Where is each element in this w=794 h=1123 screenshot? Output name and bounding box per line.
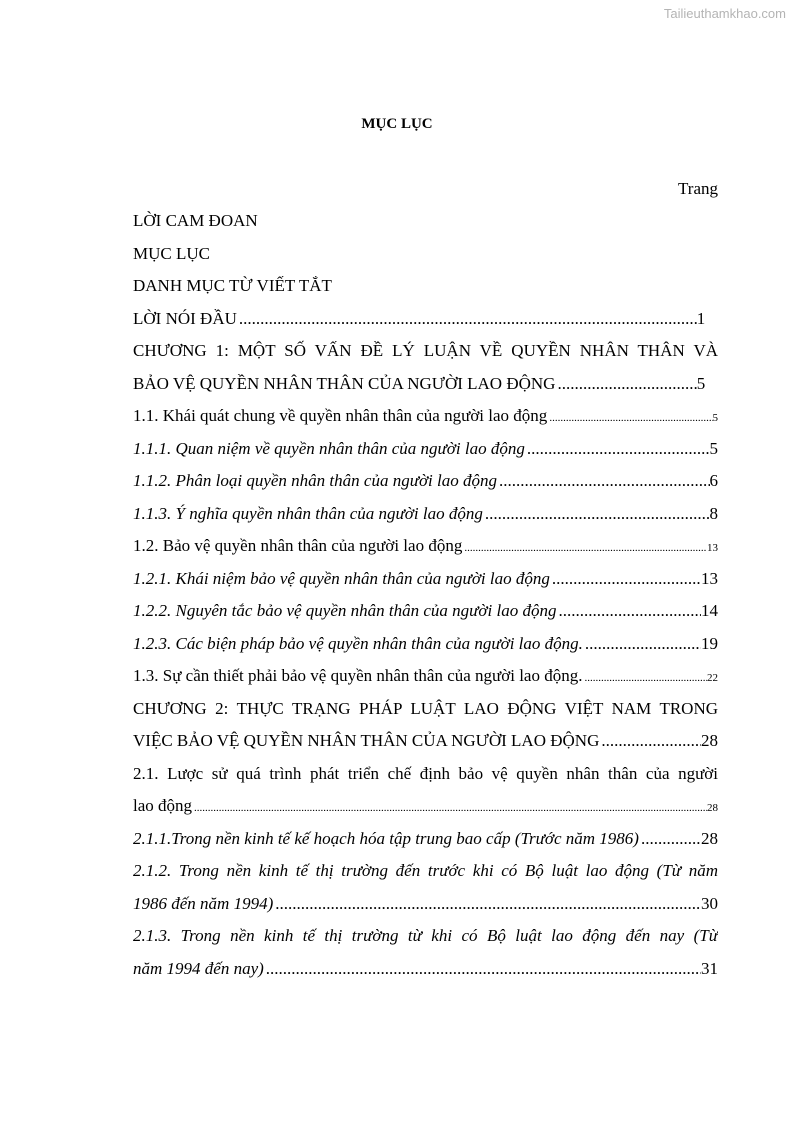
toc-entry-page: 28 [701,828,718,848]
toc-entry-text: 1.2. Bảo vệ quyền nhân thân của người lao động [133,536,463,555]
toc-entry-text: 1.1. Khái quát chung về quyền nhân thân của người lao động [133,406,548,425]
dot-leader [462,532,707,563]
toc-entry[interactable] [133,465,718,498]
toc-entry-text: VIỆC BẢO VỆ QUYỀN NHÂN THÂN CỦA NGƯỜI LAO ĐỘNG [133,731,600,750]
toc-entry-text: MỤC LỤC [133,243,210,263]
dot-leader [550,563,701,596]
toc-entry-page: 13 [707,542,718,554]
toc-entry-page: 22 [707,672,718,684]
toc-entry-page: 30 [701,893,718,913]
toc-entry-text: BẢO VỆ QUYỀN NHÂN THÂN CỦA NGƯỜI LAO ĐỘNG [133,373,556,393]
dot-leader [483,498,710,531]
toc-entry[interactable] [133,303,718,336]
toc-entry[interactable] [133,270,718,303]
toc-entry-text: 1.2.1. Khái niệm bảo vệ quyền nhân thân của người lao động [133,568,550,588]
toc-entry[interactable] [133,823,718,856]
table-of-contents [133,173,718,985]
toc-entry-text: 1.1.1. Quan niệm về quyền nhân thân của người lao động [133,438,525,458]
toc-entry[interactable] [133,693,718,726]
toc-entry-text: lao động [133,796,193,815]
toc-entry-page: 5 [696,373,706,393]
toc-entry[interactable] [133,530,718,563]
toc-entry[interactable] [133,238,718,271]
toc-entry-page: 5 [712,412,718,424]
dot-leader [547,402,712,433]
toc-entry[interactable] [133,953,718,986]
toc-entry-text: 1.2.2. Nguyên tắc bảo vệ quyền nhân thân của người lao động [133,601,557,620]
dot-leader [525,433,710,466]
toc-entry[interactable] [133,498,718,531]
toc-entry[interactable] [133,888,718,921]
toc-entry-page: 5 [709,438,718,458]
dot-leader [192,792,707,823]
toc-entry[interactable] [133,628,718,661]
toc-entry[interactable] [133,660,718,693]
toc-entry[interactable] [133,790,718,823]
toc-entry[interactable] [133,433,718,466]
toc-entry-text: DANH MỤC TỪ VIẾT TẮT [133,276,332,295]
toc-entry[interactable] [133,725,718,758]
toc-entry-text: CHƯƠNG 1: MỘT SỐ VẤN ĐỀ LÝ LUẬN VỀ QUYỀN NHÂN THÂN VÀ [133,341,718,360]
dot-leader [237,303,697,336]
toc-entry[interactable] [133,758,718,791]
toc-entry-text: 1.3. Sự cần thiết phải bảo vệ quyền nhân thân của người lao động. [133,666,583,685]
toc-entry[interactable] [133,855,718,888]
dot-leader [264,953,701,986]
toc-entry-page: 31 [701,958,718,978]
toc-entry-page: 1 [696,308,706,328]
toc-entry[interactable] [133,400,718,433]
toc-entry-text: LỜI NÓI ĐẦU [133,308,237,328]
toc-entry-page: 13 [701,568,718,588]
toc-entry-text: LỜI CAM ĐOAN [133,211,258,230]
toc-entry[interactable] [133,335,718,368]
watermark: Tailieuthamkhao.com [663,6,786,21]
dot-leader [639,823,701,856]
toc-entry-text: 1986 đến năm 1994) [133,893,274,913]
toc-entry-text: 2.1.2. Trong nền kinh tế thị trường đến trước khi có Bộ luật lao động (Từ năm [133,861,718,880]
toc-entry[interactable] [133,368,718,401]
toc-entry-text: CHƯƠNG 2: THỰC TRẠNG PHÁP LUẬT LAO ĐỘNG VIỆT NAM TRONG [133,698,718,718]
toc-entry-text: 2.1. Lược sử quá trình phát triển chế định bảo vệ quyền nhân thân của người [133,763,718,783]
toc-entry[interactable] [133,205,718,238]
dot-leader [599,725,701,758]
toc-entry-page: 6 [709,471,718,490]
toc-entry-page: 28 [701,731,718,750]
dot-leader [582,662,707,693]
toc-entry[interactable] [133,595,718,628]
toc-entry[interactable] [133,563,718,596]
dot-leader [497,465,710,498]
dot-leader [583,628,701,661]
page-title: MỤC LỤC [361,116,433,132]
toc-entry-text: 2.1.3. Trong nền kinh tế thị trường từ khi có Bộ luật lao động đến nay (Từ [133,926,718,945]
toc-entry-page: 28 [707,802,718,814]
toc-entry-page: 14 [701,601,718,620]
toc-entry-text: 2.1.1.Trong nền kinh tế kế hoạch hóa tập trung bao cấp (Trước năm 1986) [133,828,639,848]
dot-leader [555,368,696,401]
dot-leader [273,888,701,921]
page-column-header: Trang [678,179,718,198]
toc-entry-page: 19 [701,633,718,653]
toc-entry-text: 1.1.3. Ý nghĩa quyền nhân thân của người lao động [133,503,483,523]
toc-entry[interactable] [133,920,718,953]
toc-entry-text: năm 1994 đến nay) [133,958,264,978]
toc-entry-text: 1.1.2. Phân loại quyền nhân thân của người lao động [133,471,497,490]
toc-entry-page: 8 [709,503,718,523]
dot-leader [556,595,701,628]
toc-entry-text: 1.2.3. Các biện pháp bảo vệ quyền nhân thân của người lao động. [133,633,583,653]
